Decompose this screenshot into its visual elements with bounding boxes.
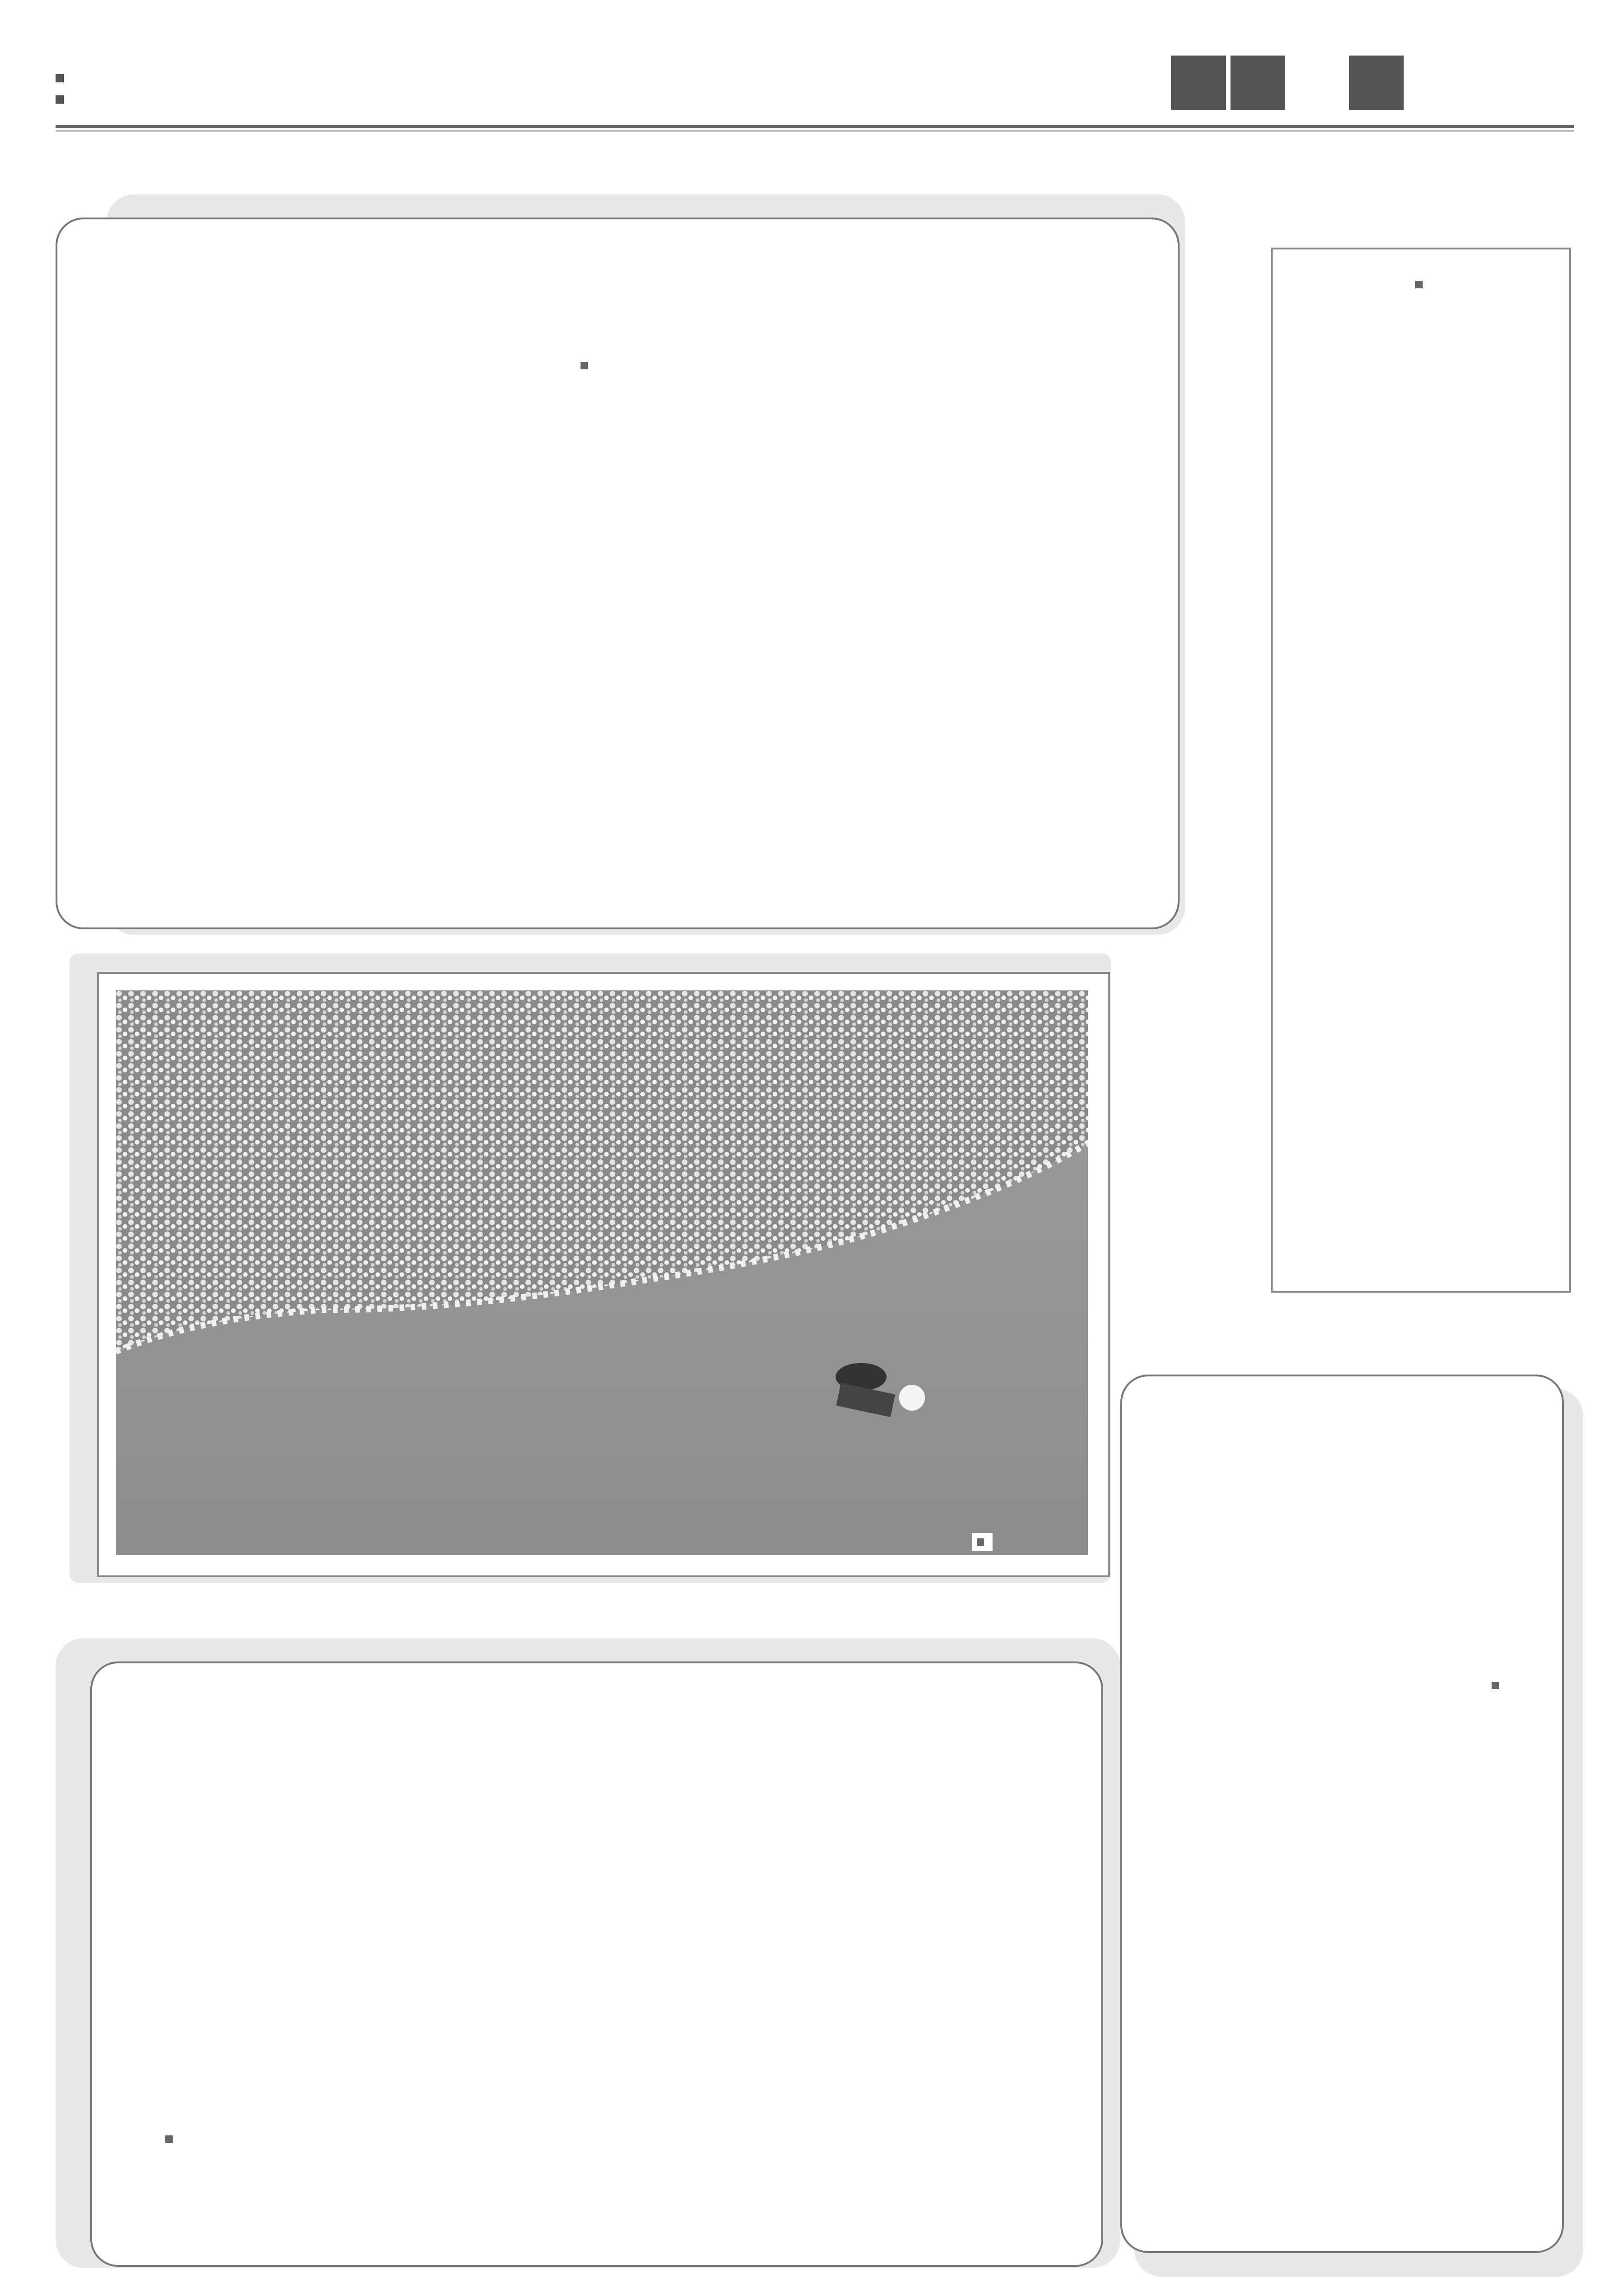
article-column: [887, 391, 1136, 909]
article-body: [245, 1696, 1078, 2242]
article-card-huangyacai: [56, 218, 1180, 929]
article-card-village: [90, 1661, 1103, 2267]
section-char: [1230, 56, 1285, 110]
article-column: [359, 391, 607, 909]
article-body: [94, 391, 1136, 909]
aerial-photo: [116, 990, 1088, 1555]
section-char: [1171, 56, 1226, 110]
section-title: [1171, 56, 1408, 120]
article-byline: [581, 358, 592, 373]
masthead-divider: [56, 125, 1574, 128]
masthead-info: [56, 67, 68, 110]
article-card-cicada: [1120, 1375, 1564, 2253]
article-byline: [162, 2135, 177, 2147]
aerial-photo-icon: [116, 990, 1088, 1555]
article-column: [94, 391, 343, 909]
poem-card: [1271, 248, 1571, 1293]
section-char: [1290, 56, 1344, 110]
poem-byline: [1273, 277, 1569, 292]
article-column: [623, 391, 872, 909]
article-byline: [1488, 1682, 1503, 1693]
section-char: [1349, 56, 1404, 110]
article-column: [245, 1696, 654, 2242]
article-column: [669, 1696, 1078, 2242]
photo-credit: [972, 1533, 993, 1551]
